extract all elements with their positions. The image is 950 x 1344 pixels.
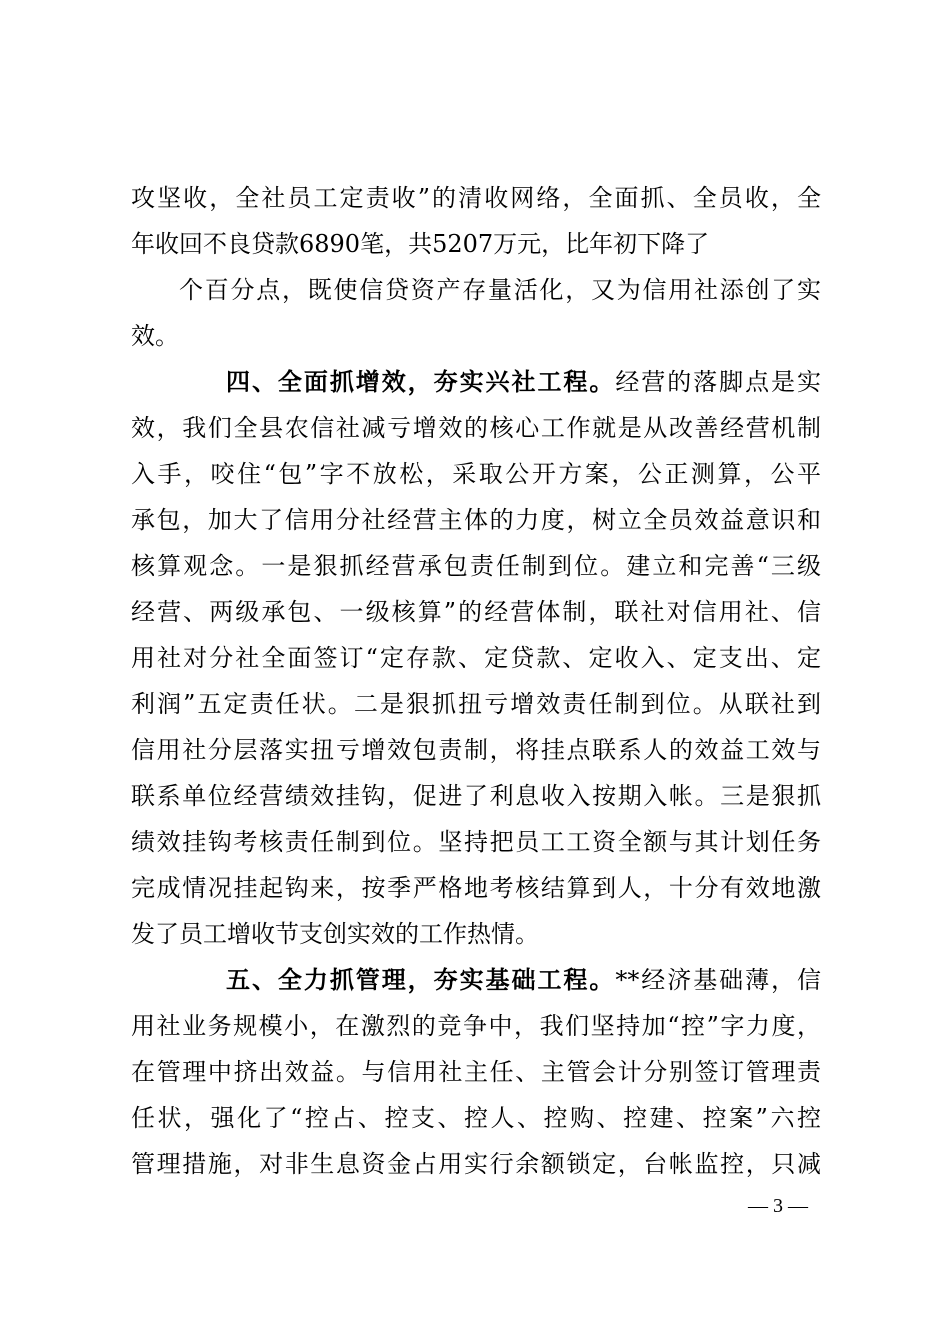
page-number: — 3 — xyxy=(748,1195,808,1217)
paragraph-4-line: 任状，强化了“控占、控支、控人、控购、控建、控案”六控 xyxy=(131,1104,821,1132)
paragraph-3-line: 发了员工增收节支创实效的工作热情。 xyxy=(131,920,539,948)
section-five-first-line xyxy=(226,965,821,995)
paragraph-3-line: 利润”五定责任状。二是狠抓扭亏增效责任制到位。从联社到 xyxy=(131,690,821,718)
paragraph-3-line: 绩效挂钩考核责任制到位。坚持把员工工资全额与其计划任务 xyxy=(131,828,821,856)
paragraph-3-line: 经营、两级承包、一级核算”的经营体制，联社对信用社、信 xyxy=(131,598,821,626)
section-four-heading: 四、全面抓增效，夯实兴社工程。 xyxy=(226,368,616,396)
paragraph-1-line-1: 攻坚收，全社员工定责收”的清收网络，全面抓、全员收，全 xyxy=(131,184,821,212)
paragraph-3-line: 联系单位经营绩效挂钩，促进了利息收入按期入帐。三是狠抓 xyxy=(131,782,821,810)
paragraph-4-line: 管理措施，对非生息资金占用实行余额锁定，台帐监控，只减 xyxy=(131,1150,821,1178)
paragraph-3-line: 信用社分层落实扭亏增效包责制，将挂点联系人的效益工效与 xyxy=(131,736,821,764)
paragraph-4-line: 用社业务规模小，在激烈的竞争中，我们坚持加“控”字力度， xyxy=(131,1012,821,1040)
paragraph-3-line: 用社对分社全面签订“定存款、定贷款、定收入、定支出、定 xyxy=(131,644,821,672)
paragraph-3-line: 核算观念。一是狠抓经营承包责任制到位。建立和完善“三级 xyxy=(131,552,821,580)
paragraph-3-line: 完成情况挂起钩来，按季严格地考核结算到人，十分有效地激 xyxy=(131,874,821,902)
paragraph-1-line-2: 年收回不良贷款6890笔，共5207万元，比年初下降了 xyxy=(131,230,710,258)
paragraph-3-line: 承包，加大了信用分社经营主体的力度，树立全员效益意识和 xyxy=(131,506,821,534)
section-four-first-line-text: 经营的落脚点是实 xyxy=(615,368,822,396)
paragraph-4-line: 在管理中挤出效益。与信用社主任、主管会计分别签订管理责 xyxy=(131,1058,821,1086)
paragraph-3-line: 效，我们全县农信社减亏增效的核心工作就是从改善经营机制 xyxy=(131,414,821,442)
section-four-first-line xyxy=(226,367,821,397)
section-five-heading: 五、全力抓管理，夯实基础工程。 xyxy=(226,966,616,994)
paragraph-3-line: 入手，咬住“包”字不放松，采取公开方案，公正测算，公平 xyxy=(131,460,821,488)
paragraph-2-line-2: 效。 xyxy=(131,322,179,350)
section-five-first-line-text: **经济基础薄，信 xyxy=(615,966,822,994)
paragraph-2-line-1: 个百分点，既使信贷资产存量活化，又为信用社添创了实 xyxy=(179,276,821,304)
